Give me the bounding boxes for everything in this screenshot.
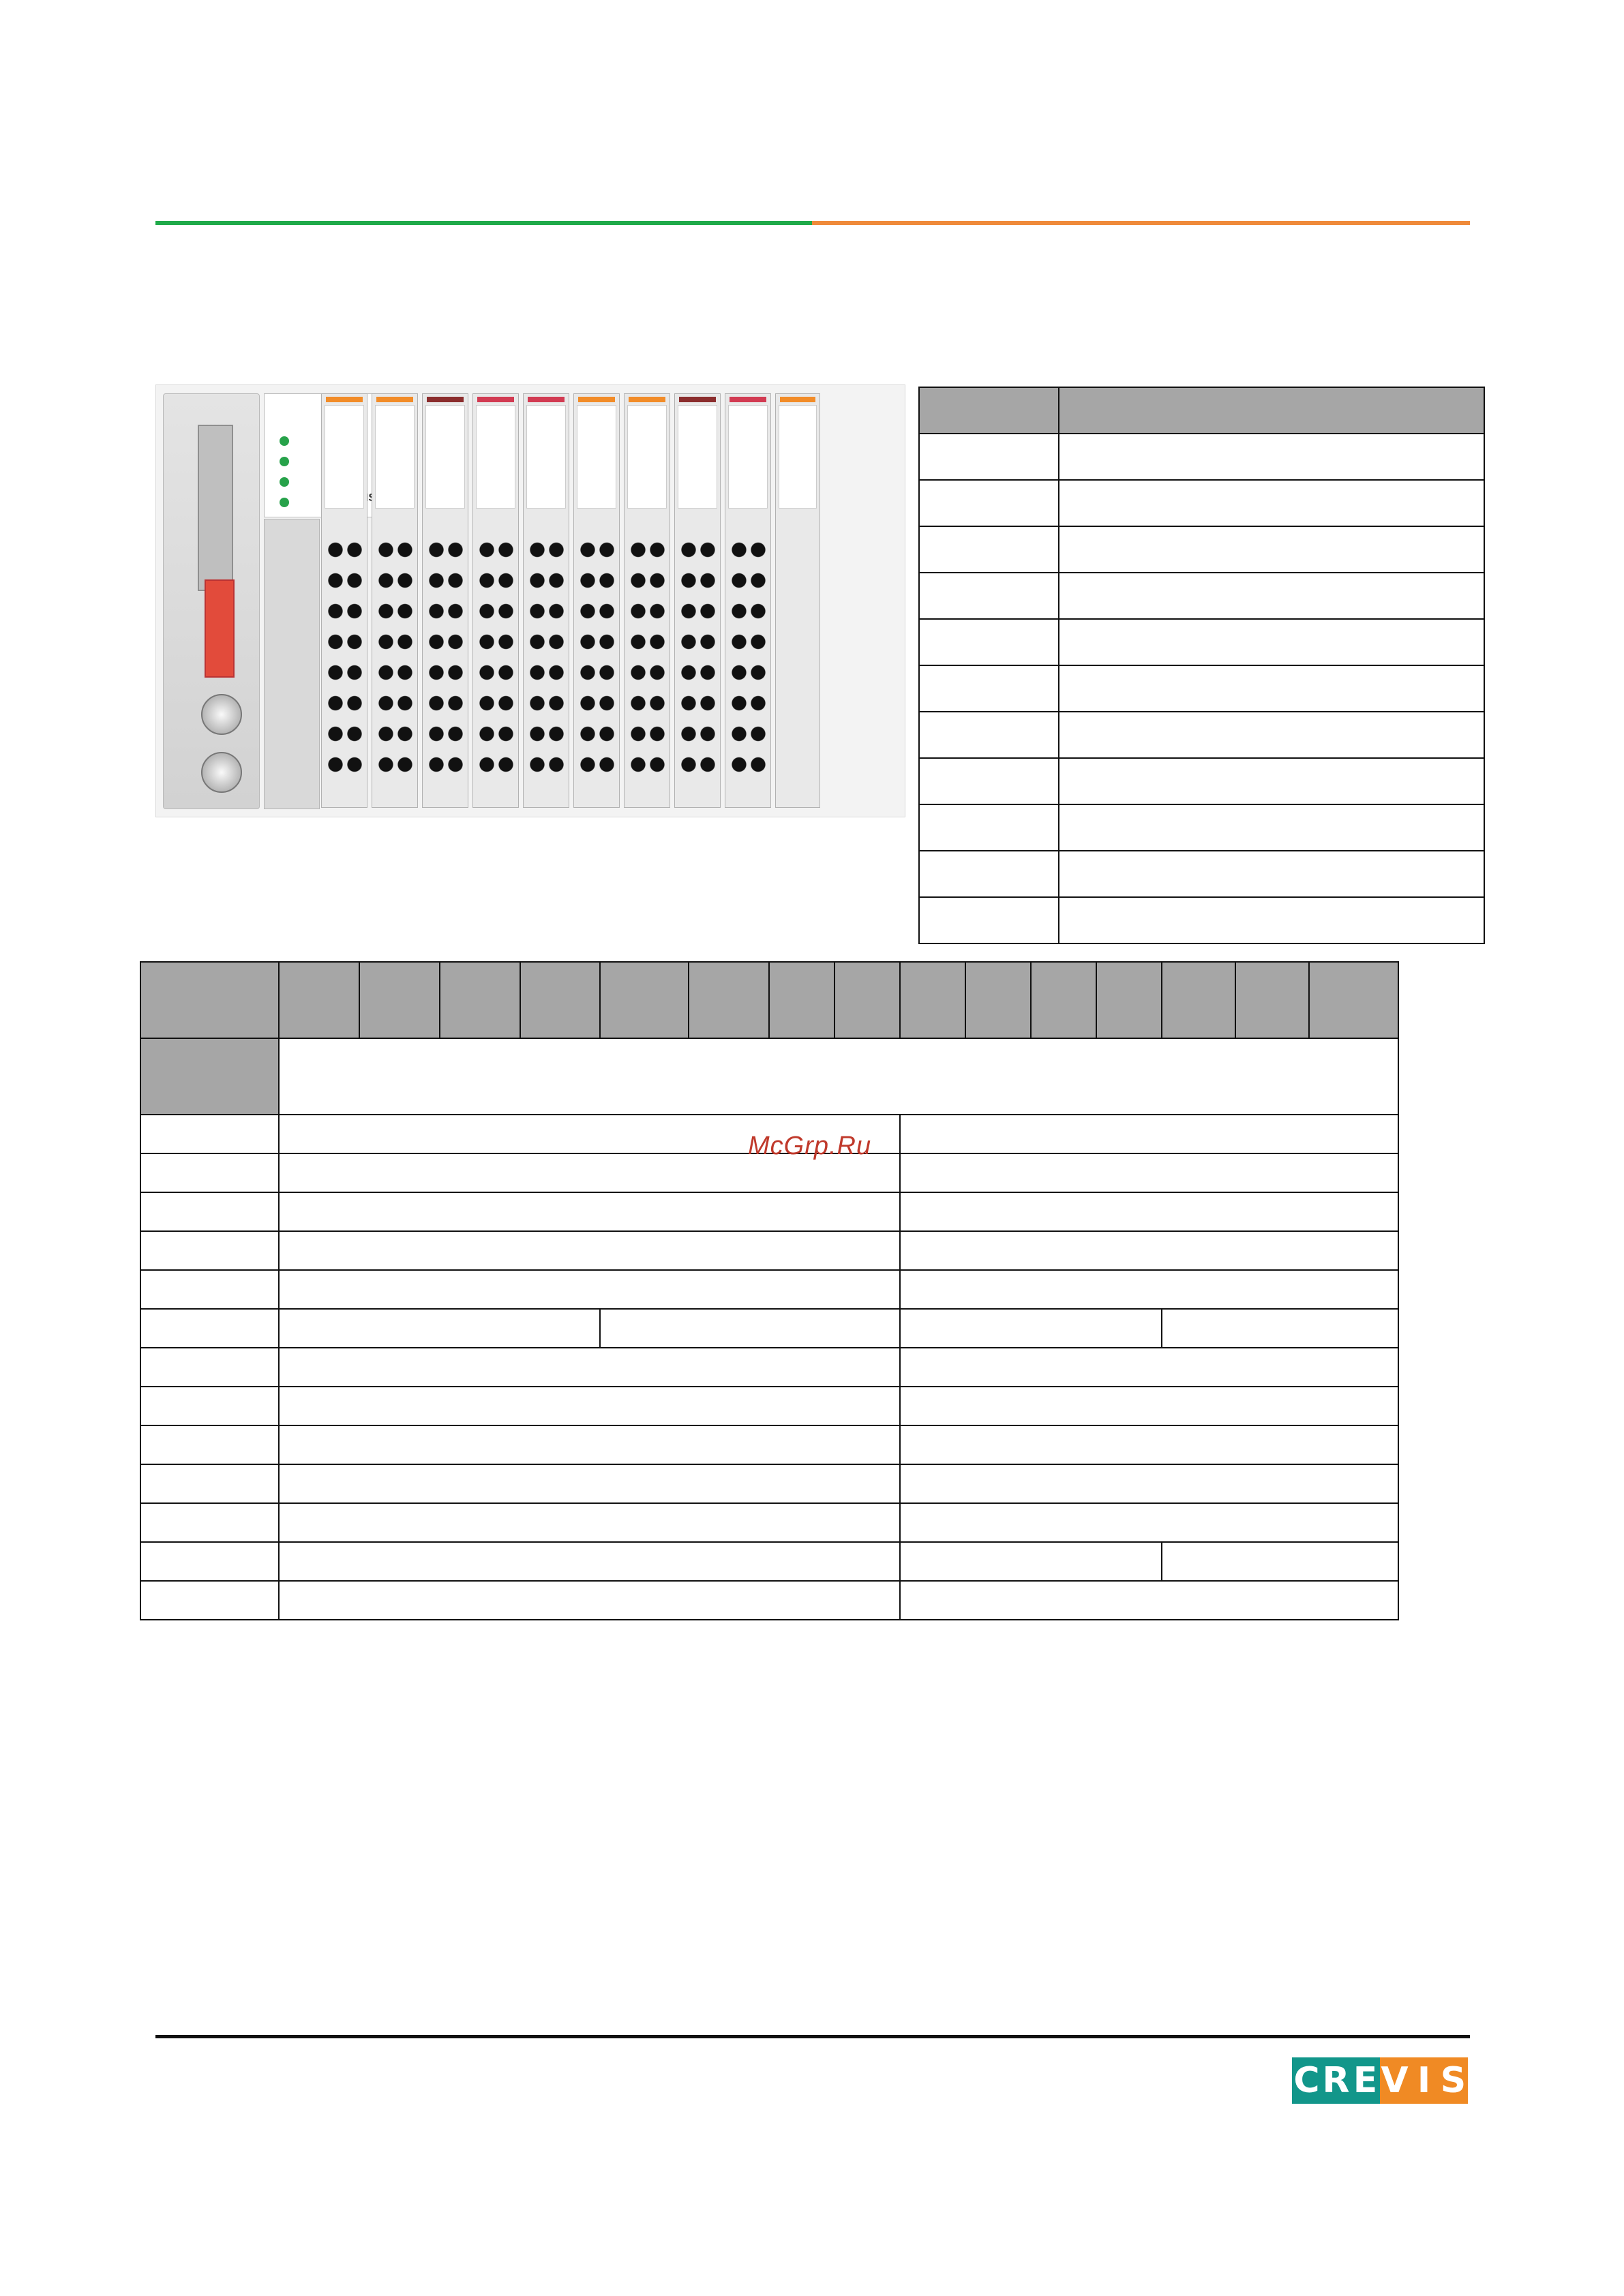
table-row bbox=[140, 1503, 1398, 1542]
table-row bbox=[140, 1231, 1398, 1270]
spec-table bbox=[918, 387, 1485, 944]
io-module bbox=[725, 393, 771, 808]
footer-line bbox=[155, 2035, 1470, 2038]
logo-letter: R bbox=[1321, 2057, 1351, 2104]
dip-switch bbox=[205, 579, 235, 678]
table-row bbox=[140, 1581, 1398, 1620]
table-row bbox=[140, 1387, 1398, 1425]
table-row bbox=[140, 1425, 1398, 1464]
table-row bbox=[140, 1542, 1398, 1581]
table-row bbox=[140, 1270, 1398, 1309]
device-image bbox=[155, 384, 905, 817]
header-line-orange bbox=[812, 221, 1470, 225]
table-header-row bbox=[140, 962, 1398, 1038]
io-module bbox=[624, 393, 670, 808]
table-row bbox=[140, 1464, 1398, 1503]
device-side-panel bbox=[163, 393, 260, 809]
io-module bbox=[674, 393, 721, 808]
io-module bbox=[472, 393, 519, 808]
io-module bbox=[372, 393, 418, 808]
logo-letter: S bbox=[1439, 2057, 1468, 2104]
rotary-switch-icon bbox=[201, 694, 242, 735]
main-table bbox=[140, 961, 1399, 1620]
table-row bbox=[140, 1348, 1398, 1387]
io-module bbox=[523, 393, 569, 808]
io-module bbox=[573, 393, 620, 808]
logo-letter: I bbox=[1409, 2057, 1439, 2104]
led-icon bbox=[280, 477, 289, 487]
end-module bbox=[775, 393, 820, 808]
rotary-switch-icon bbox=[201, 752, 242, 793]
header-line-green bbox=[155, 221, 812, 225]
io-module bbox=[321, 393, 367, 808]
crevis-logo bbox=[1292, 2057, 1468, 2104]
logo-letter: C bbox=[1292, 2057, 1321, 2104]
led-icon bbox=[280, 457, 289, 466]
led-icon bbox=[280, 436, 289, 446]
table-row bbox=[140, 1038, 1398, 1115]
led-icon bbox=[280, 498, 289, 507]
table-row bbox=[140, 1192, 1398, 1231]
network-connector bbox=[198, 425, 233, 591]
adapter-lower bbox=[264, 519, 320, 809]
logo-letter: V bbox=[1380, 2057, 1409, 2104]
watermark: McGrp.Ru bbox=[748, 1132, 872, 1160]
io-module bbox=[422, 393, 468, 808]
logo-letter: E bbox=[1351, 2057, 1380, 2104]
table-row bbox=[140, 1309, 1398, 1348]
